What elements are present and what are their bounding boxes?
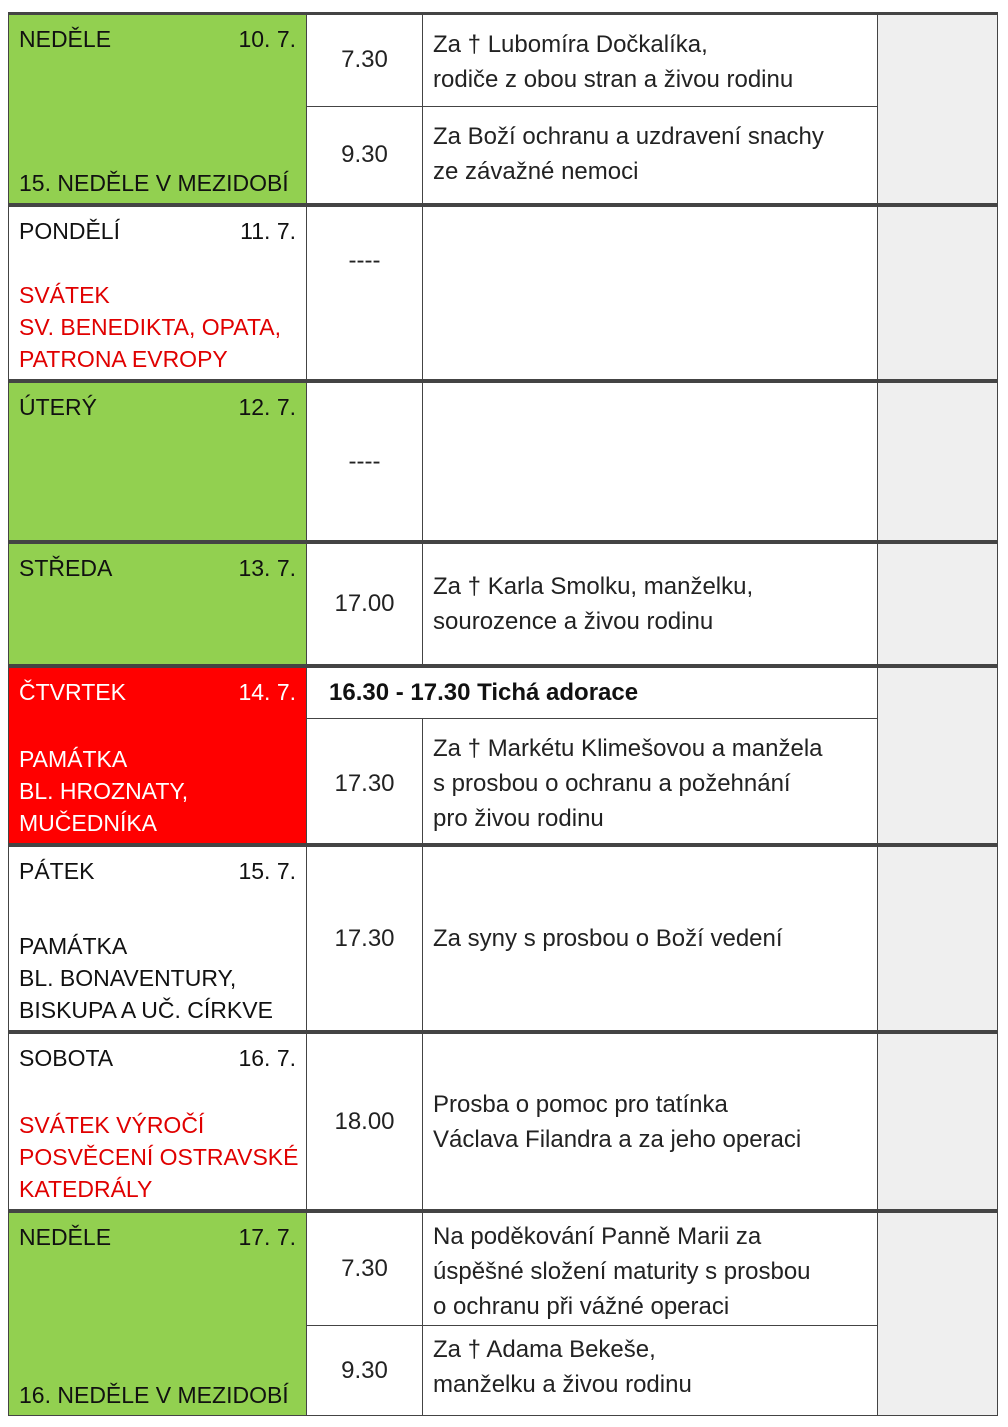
- day-name: PONDĚLÍ: [19, 218, 120, 244]
- mass-intention: Za † Markétu Klimešovou a manžela s prosbou o ochranu a požehnání pro živou rodinu: [433, 735, 823, 832]
- mass-row: [307, 207, 877, 379]
- day-name: PÁTEK: [19, 858, 95, 884]
- mass-row: [307, 1213, 877, 1325]
- day-row: [8, 541, 998, 665]
- empty-cell: [877, 544, 997, 664]
- day-name: NEDĚLE: [19, 1224, 112, 1250]
- mass-time: 9.30: [307, 107, 423, 204]
- mass-list: [307, 544, 877, 664]
- day-row: [8, 1210, 998, 1416]
- day-cell: [9, 668, 307, 843]
- day-cell: [9, 1213, 307, 1415]
- mass-row: [307, 15, 877, 106]
- day-cell: [9, 544, 307, 664]
- day-date: 16. 7.: [238, 1045, 296, 1071]
- day-cell: [9, 1034, 307, 1209]
- mass-row: [307, 1325, 877, 1415]
- day-name: ČTVRTEK: [19, 679, 126, 705]
- mass-row: [307, 544, 877, 664]
- day-row: [8, 204, 998, 380]
- liturgical-note: SVÁTEK VÝROČÍ POSVĚCENÍ OSTRAVSKÉ KATEDRÁLY: [19, 1112, 299, 1202]
- day-name: STŘEDA: [19, 555, 113, 581]
- empty-cell: [877, 1213, 997, 1415]
- liturgical-note: PAMÁTKA BL. HROZNATY, MUČEDNÍKA: [19, 746, 189, 836]
- day-date: 12. 7.: [238, 394, 296, 420]
- empty-cell: [877, 668, 997, 843]
- liturgical-note: 16. NEDĚLE V MEZIDOBÍ: [19, 1382, 289, 1408]
- liturgical-note: PAMÁTKA BL. BONAVENTURY, BISKUPA A UČ. CÍRKVE: [19, 933, 273, 1023]
- empty-cell: [877, 207, 997, 379]
- mass-intention: Prosba o pomoc pro tatínka Václava Filandra a za jeho operaci: [433, 1090, 802, 1153]
- mass-intention: [423, 383, 877, 540]
- mass-list: [307, 1034, 877, 1209]
- liturgical-note: 15. NEDĚLE V MEZIDOBÍ: [19, 170, 289, 196]
- mass-schedule-table: [8, 12, 998, 1416]
- mass-time: 17.30: [307, 847, 423, 1030]
- mass-time: 7.30: [307, 15, 423, 106]
- mass-time: 7.30: [307, 1213, 423, 1325]
- day-row: [8, 1031, 998, 1210]
- mass-time: ----: [307, 207, 423, 379]
- day-row: [8, 665, 998, 844]
- mass-list: [307, 383, 877, 540]
- mass-list: [307, 15, 877, 203]
- mass-intention: Za Boží ochranu a uzdravení snachy ze závažné nemoci: [433, 122, 824, 185]
- mass-intention: Za † Karla Smolku, manželku, sourozence a živou rodinu: [433, 573, 754, 635]
- mass-time: 17.30: [307, 719, 423, 848]
- empty-cell: [877, 15, 997, 203]
- mass-row: [307, 719, 877, 848]
- day-cell: [9, 383, 307, 540]
- mass-time: 9.30: [307, 1326, 423, 1415]
- day-date: 17. 7.: [238, 1224, 296, 1250]
- empty-cell: [877, 1034, 997, 1209]
- day-cell: [9, 207, 307, 379]
- mass-intention: Na poděkování Panně Marii za úspěšné složení maturity s prosbou o ochranu při vážné operaci: [433, 1223, 811, 1320]
- mass-row: [307, 383, 877, 540]
- day-name: NEDĚLE: [19, 26, 112, 52]
- mass-intention: Za † Lubomíra Dočkalíka, rodiče z obou stran a živou rodinu: [433, 31, 794, 93]
- mass-intention: Za syny s prosbou o Boží vedení: [433, 925, 783, 952]
- day-date: 15. 7.: [238, 858, 296, 884]
- day-name: SOBOTA: [19, 1045, 114, 1071]
- mass-list: [307, 668, 877, 843]
- day-row: [8, 12, 998, 204]
- mass-time: 17.00: [307, 544, 423, 664]
- day-date: 14. 7.: [238, 679, 296, 705]
- mass-intention: [423, 207, 877, 379]
- day-name: ÚTERÝ: [19, 394, 97, 420]
- adoration-notice: 16.30 - 17.30 Tichá adorace: [307, 668, 877, 719]
- mass-time: 18.00: [307, 1034, 423, 1209]
- day-date: 10. 7.: [238, 26, 296, 52]
- day-date: 11. 7.: [240, 218, 296, 244]
- day-row: [8, 844, 998, 1031]
- day-row: [8, 380, 998, 541]
- day-cell: [9, 15, 307, 203]
- mass-list: [307, 207, 877, 379]
- day-cell: [9, 847, 307, 1030]
- mass-row: [307, 1034, 877, 1209]
- liturgical-note: SVÁTEK SV. BENEDIKTA, OPATA, PATRONA EVROPY: [19, 282, 282, 372]
- empty-cell: [877, 847, 997, 1030]
- mass-list: [307, 847, 877, 1030]
- empty-cell: [877, 383, 997, 540]
- day-date: 13. 7.: [238, 555, 296, 581]
- mass-row: [307, 106, 877, 204]
- mass-row: [307, 847, 877, 1030]
- mass-list: [307, 1213, 877, 1415]
- mass-time: ----: [307, 383, 423, 540]
- mass-intention: Za † Adama Bekeše, manželku a živou rodinu: [433, 1336, 692, 1398]
